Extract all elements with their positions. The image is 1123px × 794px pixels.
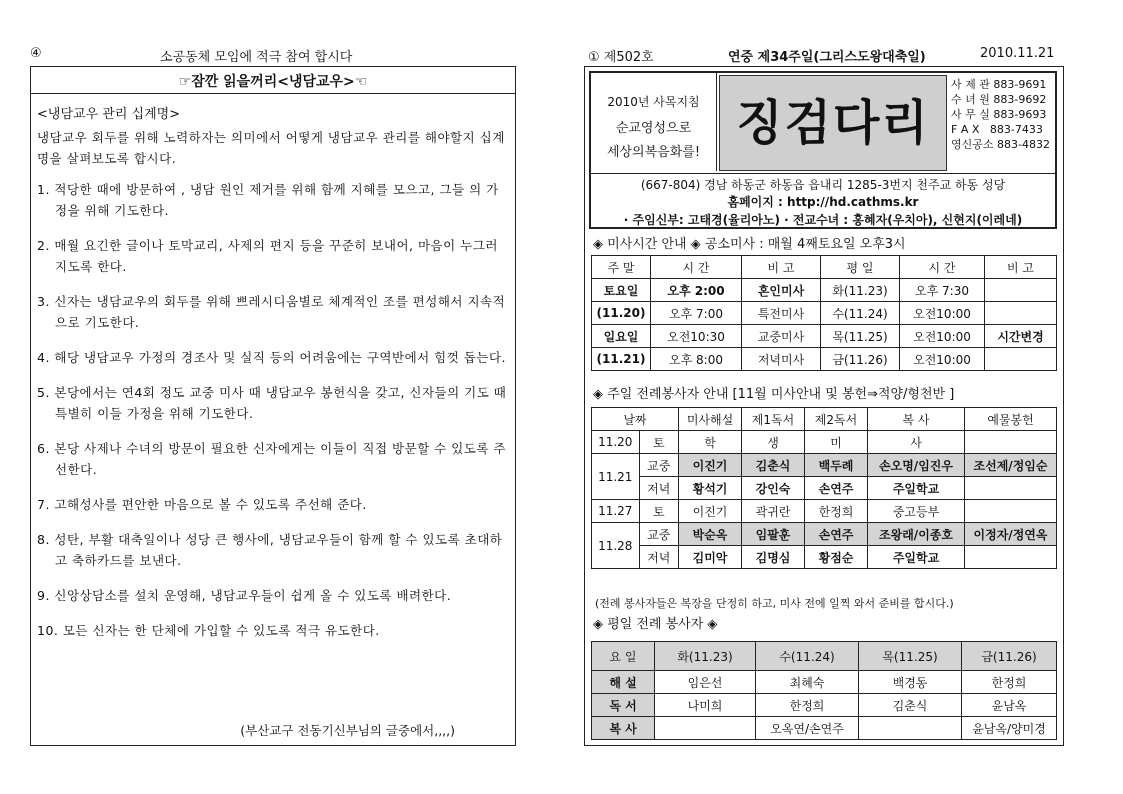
table-cell: 금(11.26): [821, 348, 900, 371]
table-cell: 주일학교: [868, 477, 965, 500]
table-row: [592, 431, 1057, 454]
table-cell: 조선제/정임순: [965, 454, 1057, 477]
table-header-cell: 요 일: [592, 642, 655, 671]
table-header-cell: 예물봉헌: [965, 408, 1057, 431]
table-cell: 임은선: [655, 671, 756, 694]
left-page-slogan: 소공동체 모임에 적극 참여 합시다: [160, 50, 353, 65]
sunday-servers-title: ◈ 주일 전례봉사자 안내 [11월 미사안내 및 봉헌⇒적양/형천반 ]: [593, 387, 955, 402]
table-cell: [859, 717, 962, 740]
table-cell: 오전10:00: [900, 325, 985, 348]
guideline-motto-line1: 순교영성으로: [615, 121, 692, 136]
guideline-motto-line2: 세상의복음화를!: [606, 145, 701, 160]
weekday-servers-title: ◈ 평일 전례 봉사자 ◈: [593, 617, 718, 632]
table-row: [592, 717, 1057, 740]
table-cell: [965, 500, 1057, 523]
table-header-cell: 화(11.23): [655, 642, 756, 671]
table-cell: 손연주: [805, 523, 868, 546]
list-item: 4. 해당 냉담교우 가정의 경조사 및 실직 등의 어려움에는 구역반에서 힘껏 돕는다.: [37, 350, 507, 365]
table-cell: 저녁: [639, 546, 678, 569]
contact-item: 수 녀 원 883-9692: [951, 93, 1047, 106]
table-cell: [985, 302, 1057, 325]
table-cell: [985, 348, 1057, 371]
table-cell: 이진기: [679, 454, 742, 477]
table-cell: 김미악: [679, 546, 742, 569]
table-header-row: [592, 408, 1057, 431]
table-cell: 토: [639, 431, 678, 454]
table-cell: 오옥연/손연주: [756, 717, 859, 740]
table-cell: 생: [742, 431, 805, 454]
table-cell: 일요일: [592, 325, 651, 348]
table-cell: [655, 717, 756, 740]
weekday-servers-table: [591, 641, 1057, 740]
table-row: [592, 523, 1057, 546]
table-cell: 윤남옥: [962, 694, 1057, 717]
table-header-cell: 시 간: [900, 256, 985, 279]
list-item: 2. 매월 요긴한 글이나 토막교리, 사제의 편지 등을 꾸준히 보내어, 마음이 누그러지도록 한다.: [37, 238, 498, 274]
contact-item: 사 무 실 883-9693: [951, 108, 1047, 121]
guideline-year: 2010년 사목지침: [607, 95, 700, 109]
table-cell: (11.20): [592, 302, 651, 325]
table-cell: 한정희: [756, 694, 859, 717]
table-cell: 저녁미사: [742, 348, 821, 371]
left-article-box: [30, 66, 516, 746]
table-cell: 특전미사: [742, 302, 821, 325]
right-page-header: [588, 46, 1060, 64]
list-item: 1. 적당한 때에 방문하여 , 냉담 원인 제거를 위해 함께 지혜를 모으고, 그들 의 가정을 위해 기도한다.: [37, 182, 499, 218]
table-header-cell: 평 일: [821, 256, 900, 279]
table-cell: 손연주: [805, 477, 868, 500]
servers-note: (전례 봉사자들은 복장을 단정히 하고, 미사 전에 일찍 와서 준비를 합시다.): [595, 597, 954, 610]
table-cell: 오후 8:00: [651, 348, 742, 371]
table-row: [592, 348, 1057, 371]
table-cell: 최혜숙: [756, 671, 859, 694]
table-cell: [985, 279, 1057, 302]
list-item: 10. 모든 신자는 한 단체에 가입할 수 있도록 적극 유도한다.: [37, 623, 380, 638]
bulletin-logo: 징검다리: [719, 75, 947, 171]
table-header-cell: 목(11.25): [859, 642, 962, 671]
table-cell: 11.21: [592, 454, 640, 500]
table-cell: 오후 2:00: [651, 279, 742, 302]
table-cell: 이진기: [679, 500, 742, 523]
pastoral-guideline: [591, 73, 717, 171]
contact-item: 영신공소 883-4832: [951, 138, 1050, 151]
table-cell: 11.27: [592, 500, 640, 523]
table-cell: 박순옥: [679, 523, 742, 546]
table-header-cell: 날짜: [592, 408, 679, 431]
table-cell: [965, 477, 1057, 500]
table-cell: 교중: [639, 454, 678, 477]
table-row: [592, 694, 1057, 717]
list-item: 6. 본당 사제나 수녀의 방문이 필요한 신자에게는 이들이 직접 방문할 수 있도록 주선한다.: [37, 441, 507, 477]
table-cell: 김춘식: [859, 694, 962, 717]
table-cell: 학: [679, 431, 742, 454]
table-cell: 저녁: [639, 477, 678, 500]
list-item: 9. 신앙상담소를 설치 운영해, 냉담교우들이 쉽게 올 수 있도록 배려한다.: [37, 588, 452, 603]
commandment-list: [37, 179, 509, 655]
mass-schedule-table: [591, 255, 1057, 371]
table-cell: 교중미사: [742, 325, 821, 348]
mass-schedule-title: ◈ 미사시간 안내 ◈ 공소미사 : 매월 4째토요일 오후3시: [593, 237, 906, 252]
left-page-header: [30, 46, 520, 64]
table-cell: 미: [805, 431, 868, 454]
table-header-cell: 복 사: [868, 408, 965, 431]
article-title: ☞잠깐 읽을꺼리<냉담교우>☜: [178, 74, 368, 90]
article-subtitle: <냉담교우 관리 십계명>: [37, 107, 181, 122]
left-page-number: ④: [30, 46, 42, 61]
table-cell: [965, 546, 1057, 569]
table-header-row: [592, 256, 1057, 279]
table-cell: 중고등부: [868, 500, 965, 523]
table-row: [592, 279, 1057, 302]
clergy-line: · 주임신부: 고태경(율리아노) · 전교수녀 : 홍혜자(우치아), 신현지(이레네): [623, 213, 1023, 227]
table-cell: (11.21): [592, 348, 651, 371]
liturgical-title: 연중 제34주일(그리스도왕대축일): [728, 50, 926, 65]
table-header-cell: 금(11.26): [962, 642, 1057, 671]
table-cell: 조왕래/이종호: [868, 523, 965, 546]
table-header-cell: 주 말: [592, 256, 651, 279]
issue-number: ① 제502호: [588, 50, 654, 65]
table-row: [592, 477, 1057, 500]
table-cell: 주일학교: [868, 546, 965, 569]
church-address: (667-804) 경남 하동군 하동읍 읍내리 1285-3번지 천주교 하동 성당: [591, 173, 1055, 193]
sunday-servers-table: [591, 407, 1057, 569]
table-cell: 복 사: [592, 717, 655, 740]
table-row: [592, 671, 1057, 694]
table-row: [592, 500, 1057, 523]
table-row: [592, 454, 1057, 477]
article-intro: 냉담교우 회두를 위해 노력하자는 의미에서 어떻게 냉담교우 관리를 해야할지 십계명을 살펴보도록 합시다.: [37, 130, 505, 166]
table-header-cell: 비 고: [742, 256, 821, 279]
table-cell: 오전10:30: [651, 325, 742, 348]
table-cell: 해 설: [592, 671, 655, 694]
table-cell: 토: [639, 500, 678, 523]
table-cell: 손오명/임진우: [868, 454, 965, 477]
table-cell: 김명심: [742, 546, 805, 569]
contact-list: [951, 77, 1061, 152]
table-cell: 강인숙: [742, 477, 805, 500]
list-item: 3. 신자는 냉담교우의 회두를 위해 쁘레시디움별로 체계적인 조를 편성해서 지속적으로 기도한다.: [37, 294, 506, 330]
title-divider: [31, 93, 515, 94]
table-cell: 황점순: [805, 546, 868, 569]
table-cell: 교중: [639, 523, 678, 546]
table-cell: 나미희: [655, 694, 756, 717]
table-cell: 목(11.25): [821, 325, 900, 348]
table-cell: 시간변경: [985, 325, 1057, 348]
table-header-row: [592, 642, 1057, 671]
table-row: [592, 325, 1057, 348]
table-row: [592, 546, 1057, 569]
table-cell: [965, 431, 1057, 454]
table-cell: 황석기: [679, 477, 742, 500]
table-header-cell: 수(11.24): [756, 642, 859, 671]
table-header-cell: 시 간: [651, 256, 742, 279]
homepage-link[interactable]: 홈페이지 : http://hd.cathms.kr: [727, 195, 919, 209]
list-item: 7. 고해성사를 편안한 마음으로 볼 수 있도록 주선해 준다.: [37, 497, 367, 512]
masthead: [589, 71, 1057, 229]
table-cell: 수(11.24): [821, 302, 900, 325]
table-cell: 독 서: [592, 694, 655, 717]
table-cell: 오후 7:00: [651, 302, 742, 325]
contact-item: 사 제 관 883-9691: [951, 78, 1047, 91]
table-cell: 혼인미사: [742, 279, 821, 302]
table-header-cell: 제2독서: [805, 408, 868, 431]
article-source: (부산교구 전동기신부님의 글중에서,,,,): [240, 723, 455, 738]
table-cell: 이정자/정연옥: [965, 523, 1057, 546]
table-cell: 사: [868, 431, 965, 454]
right-bulletin-box: [584, 66, 1064, 746]
list-item: 8. 성탄, 부활 대축일이나 성당 큰 행사에, 냉담교우들이 함께 할 수 있도록 초대하고 축하카드를 보낸다.: [37, 532, 503, 568]
table-cell: 11.20: [592, 431, 640, 454]
table-cell: 오전10:00: [900, 302, 985, 325]
table-cell: 오후 7:30: [900, 279, 985, 302]
table-cell: 곽귀란: [742, 500, 805, 523]
table-header-cell: 제1독서: [742, 408, 805, 431]
table-cell: 백경동: [859, 671, 962, 694]
table-cell: 한정희: [962, 671, 1057, 694]
table-header-cell: 미사해설: [679, 408, 742, 431]
list-item: 5. 본당에서는 연4회 정도 교중 미사 때 냉담교우 봉헌식을 갖고, 신자들의 기도 때 특별히 이들 가정을 위해 기도한다.: [37, 385, 507, 421]
table-cell: 한정희: [805, 500, 868, 523]
contact-item: F A X 883-7433: [951, 123, 1043, 136]
table-cell: 임팔훈: [742, 523, 805, 546]
table-cell: 오전10:00: [900, 348, 985, 371]
table-cell: 윤남옥/양미경: [962, 717, 1057, 740]
table-cell: 11.28: [592, 523, 640, 569]
table-cell: 화(11.23): [821, 279, 900, 302]
table-cell: 백두례: [805, 454, 868, 477]
table-cell: 김춘식: [742, 454, 805, 477]
table-row: [592, 302, 1057, 325]
table-header-cell: 비 고: [985, 256, 1057, 279]
table-cell: 토요일: [592, 279, 651, 302]
issue-date: 2010.11.21: [980, 46, 1055, 61]
